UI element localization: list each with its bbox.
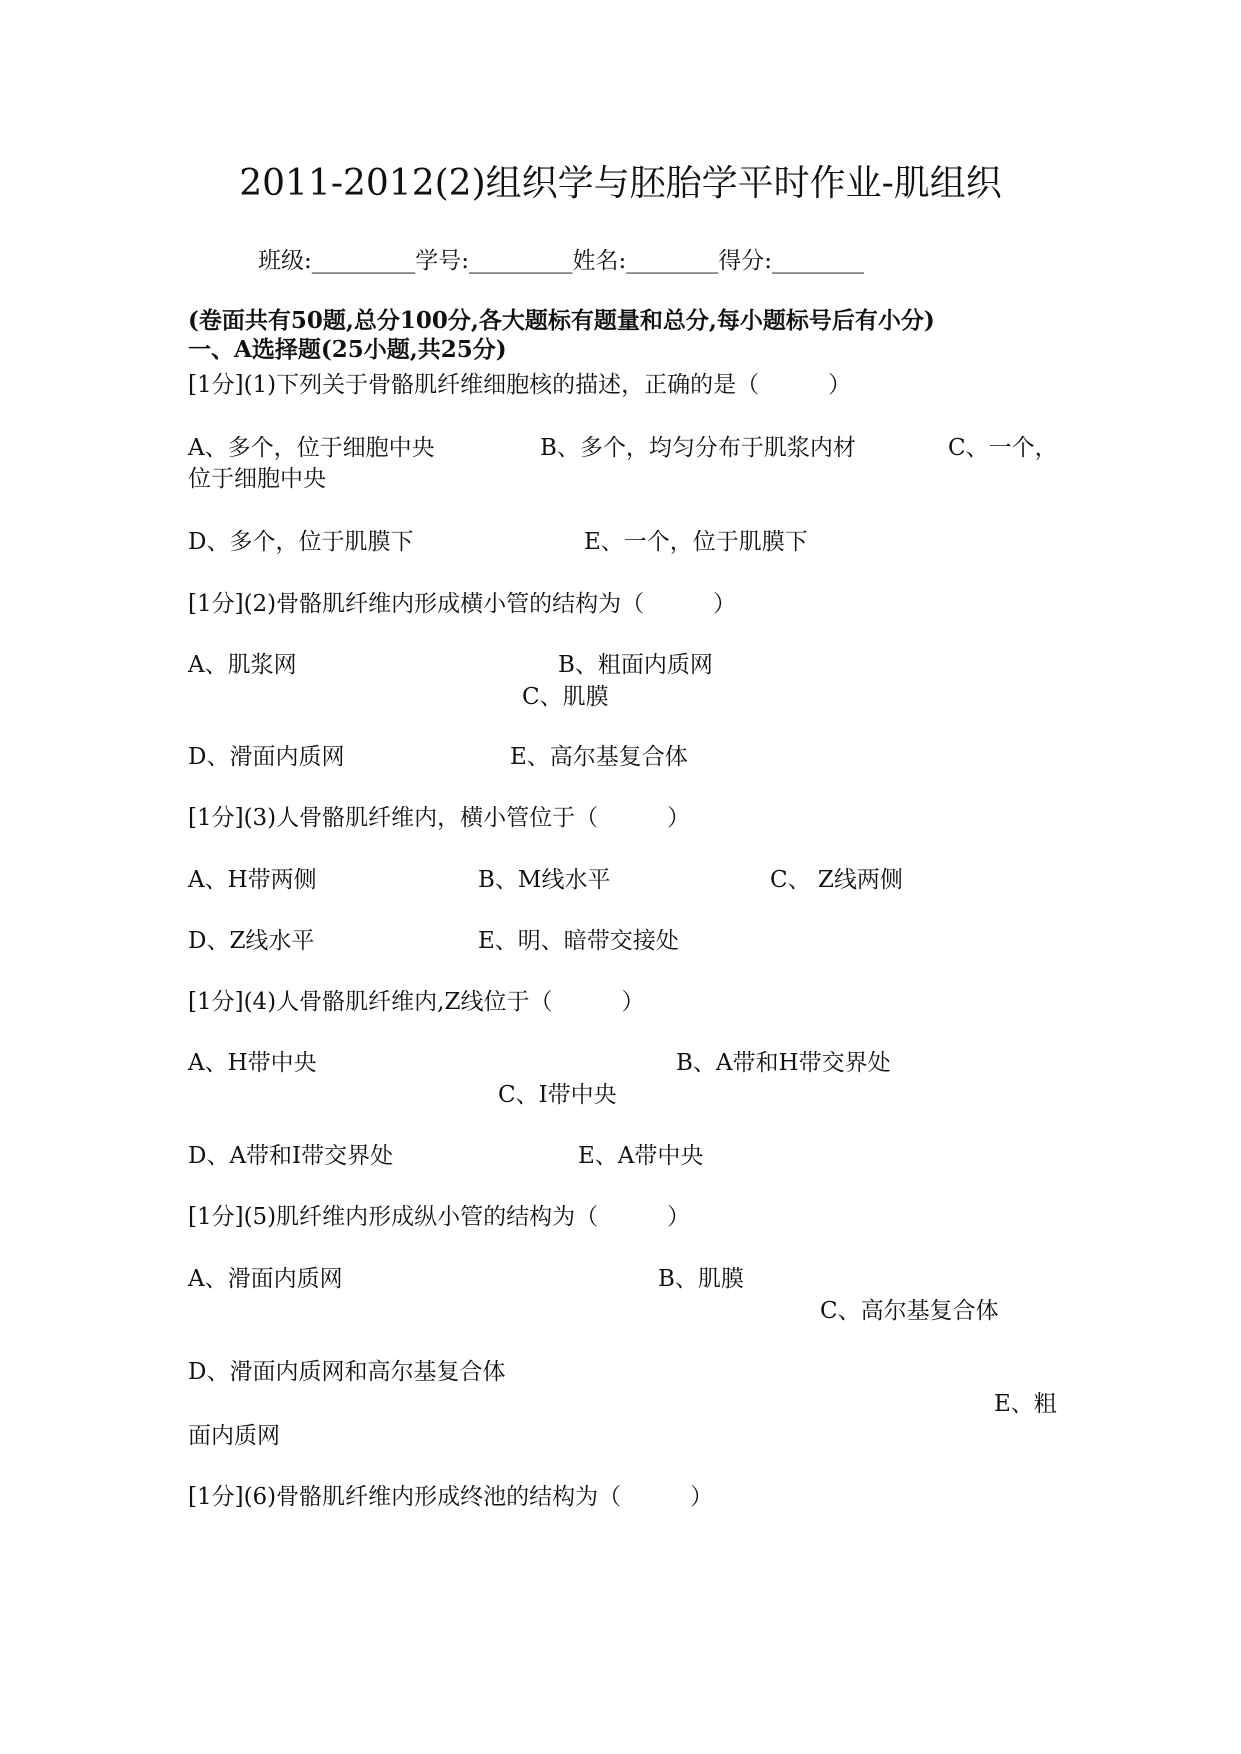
student-info-line: 班级:_________学号:_________姓名:________得分:________: [258, 248, 864, 274]
question-2-option-b: B、粗面内质网: [558, 652, 713, 678]
question-4-option-d: D、A带和I带交界处: [188, 1143, 394, 1169]
question-4-option-a: A、H带中央: [188, 1050, 317, 1076]
question-2-option-e: E、高尔基复合体: [510, 744, 688, 770]
question-4-option-b: B、A带和H带交界处: [676, 1050, 891, 1076]
question-4-stem: [1分](4)人骨骼肌纤维内,Z线位于（ ）: [188, 989, 645, 1015]
question-1-option-d: D、多个，位于肌膜下: [188, 529, 414, 555]
question-5-stem: [1分](5)肌纤维内形成纵小管的结构为（ ）: [188, 1204, 691, 1230]
question-3-option-b: B、M线水平: [478, 867, 611, 893]
question-2-option-d: D、滑面内质网: [188, 744, 345, 770]
question-3-option-a: A、H带两侧: [188, 867, 317, 893]
question-5-option-e: E、粗: [994, 1391, 1057, 1417]
question-1-option-c: C、一个，: [948, 435, 1058, 461]
question-5-option-a: A、滑面内质网: [188, 1266, 343, 1292]
question-1-option-c-cont: 位于细胞中央: [188, 466, 326, 492]
question-2-stem: [1分](2)骨骼肌纤维内形成横小管的结构为（ ）: [188, 591, 737, 617]
question-5-option-d: D、滑面内质网和高尔基复合体: [188, 1359, 506, 1385]
question-5-option-c: C、高尔基复合体: [820, 1298, 999, 1324]
question-2-option-a: A、肌浆网: [188, 652, 297, 678]
question-1-option-e: E、一个，位于肌膜下: [584, 529, 808, 555]
question-4-option-c: C、I带中央: [498, 1082, 617, 1108]
section-heading: 一、A选择题(25小题,共25分): [188, 336, 507, 363]
question-3-option-d: D、Z线水平: [188, 928, 315, 954]
question-5-option-b: B、肌膜: [658, 1266, 744, 1292]
question-5-option-e-cont: 面内质网: [188, 1423, 280, 1449]
exam-instructions: (卷面共有50题,总分100分,各大题标有题量和总分,每小题标号后有小分): [188, 307, 935, 334]
question-3-option-e: E、明、暗带交接处: [478, 928, 679, 954]
question-1-option-b: B、多个，均匀分布于肌浆内材: [540, 435, 856, 461]
question-2-option-c: C、肌膜: [522, 684, 609, 710]
question-4-option-e: E、A带中央: [578, 1143, 704, 1169]
question-1-option-a: A、多个，位于细胞中央: [188, 435, 435, 461]
question-6-stem: [1分](6)骨骼肌纤维内形成终池的结构为（ ）: [188, 1484, 714, 1510]
question-3-option-c: C、 Z线两侧: [770, 867, 903, 893]
document-title: 2011-2012(2)组织学与胚胎学平时作业-肌组织: [239, 163, 1002, 204]
question-1-stem: [1分](1)下列关于骨骼肌纤维细胞核的描述，正确的是（ ）: [188, 372, 852, 398]
question-3-stem: [1分](3)人骨骼肌纤维内，横小管位于（ ）: [188, 805, 691, 831]
